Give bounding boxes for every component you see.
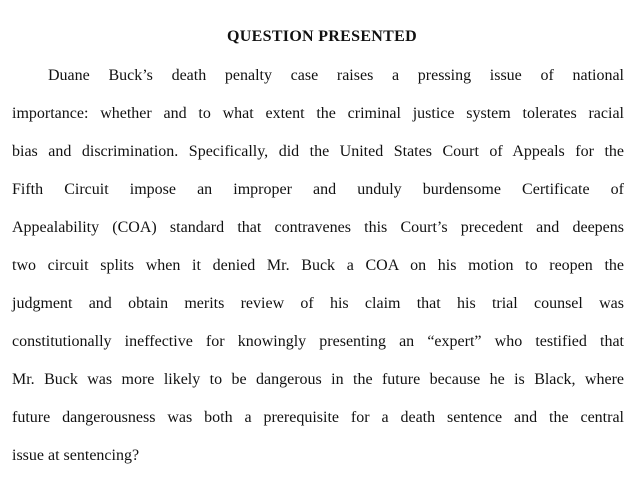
- paragraph-line: Duane Buck’s death penalty case raises a pressing issue of national: [48, 67, 624, 84]
- paragraph-line: constitutionally ineffective for knowingly presenting an “expert” who testified that: [12, 333, 624, 350]
- paragraph-line: future dangerousness was both a prerequisite for a death sentence and the central: [12, 409, 624, 426]
- paragraph-line: judgment and obtain merits review of his claim that his trial counsel was: [12, 295, 624, 312]
- paragraph-line: importance: whether and to what extent the criminal justice system tolerates racial: [12, 105, 624, 122]
- paragraph-line: Mr. Buck was more likely to be dangerous in the future because he is Black, where: [12, 371, 624, 388]
- paragraph-line: two circuit splits when it denied Mr. Buck a COA on his motion to reopen the: [12, 257, 624, 274]
- paragraph-line: issue at sentencing?: [12, 447, 140, 464]
- section-heading: QUESTION PRESENTED: [227, 28, 417, 45]
- paragraph-line: Appealability (COA) standard that contravenes this Court’s precedent and deepens: [12, 219, 624, 236]
- paragraph-line: Fifth Circuit impose an improper and unduly burdensome Certificate of: [12, 181, 624, 198]
- paragraph-line: bias and discrimination. Specifically, did the United States Court of Appeals for the: [12, 143, 624, 160]
